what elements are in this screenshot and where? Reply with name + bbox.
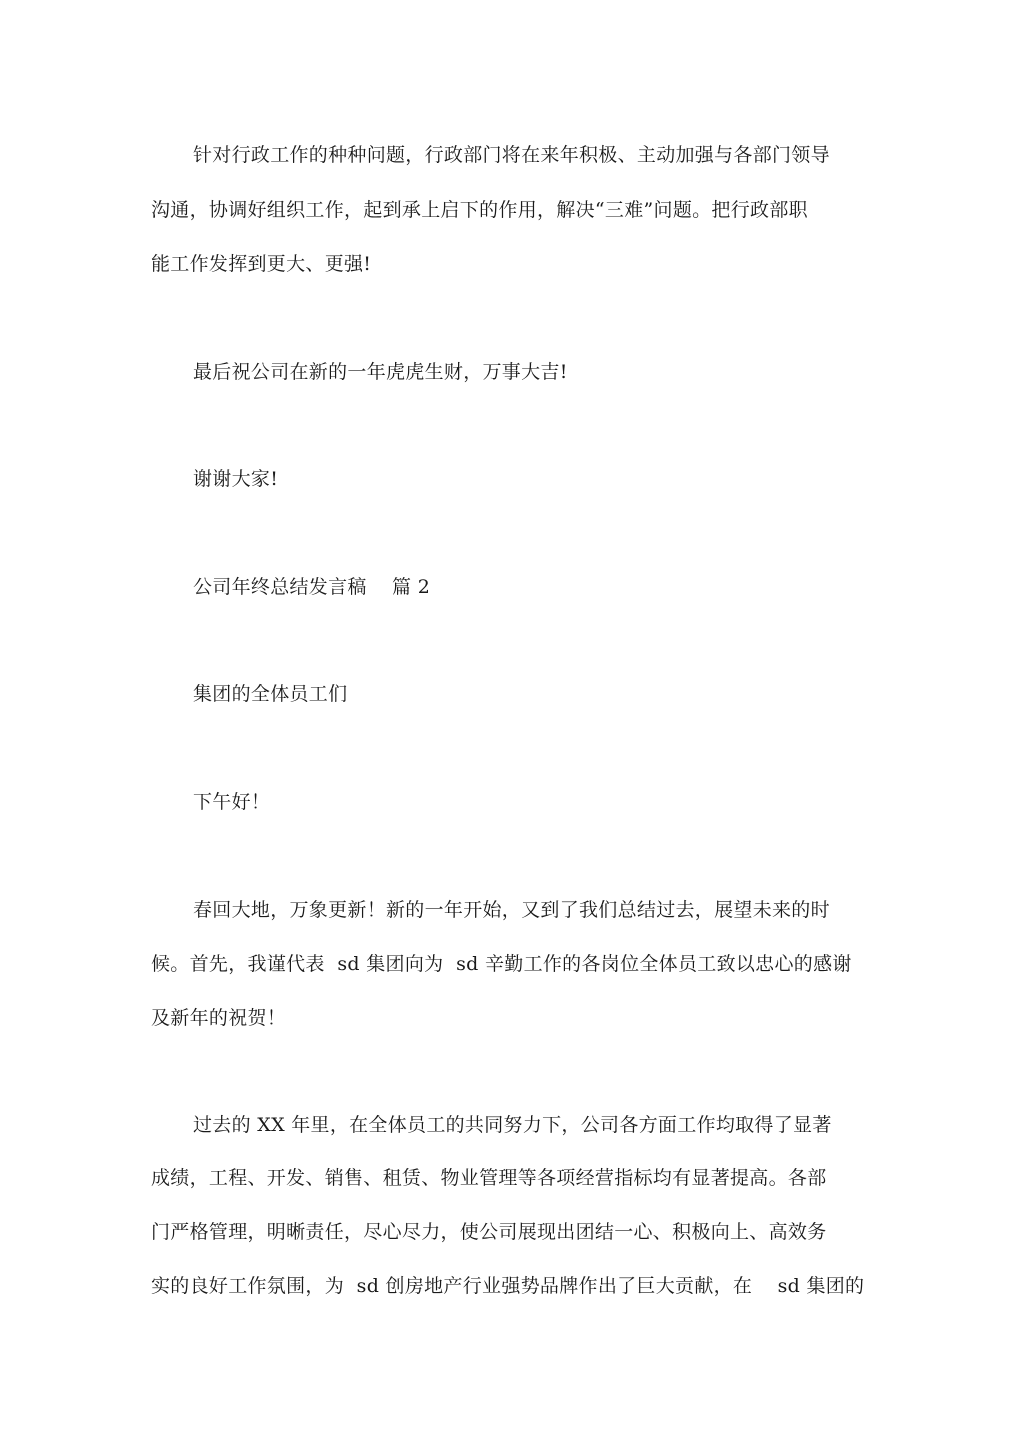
salutation: 集团的全体员工们 <box>193 683 348 705</box>
greeting: 下午好！ <box>193 791 271 813</box>
paragraph-3-line-1: 谢谢大家! <box>193 468 279 490</box>
section-heading: 公司年终总结发言稿 篇 2 <box>193 576 431 598</box>
paragraph-2-line-1: 最后祝公司在新的一年虎虎生财，万事大吉! <box>193 361 568 383</box>
paragraph-1-line-3: 能工作发挥到更大、更强! <box>151 253 372 275</box>
paragraph-7-line-1: 春回大地，万象更新！新的一年开始，又到了我们总结过去，展望未来的时 <box>193 899 830 921</box>
paragraph-7-line-3: 及新年的祝贺！ <box>151 1007 287 1029</box>
paragraph-8-line-4: 实的良好工作氛围，为 sd 创房地产行业强势品牌作出了巨大贡献，在 sd 集团的 <box>151 1275 865 1297</box>
paragraph-7-line-2: 候。首先，我谨代表 sd 集团向为 sd 辛勤工作的各岗位全体员工致以忠心的感谢 <box>151 953 852 975</box>
paragraph-1-line-2: 沟通，协调好组织工作，起到承上启下的作用，解决“三难”问题。把行政部职 <box>151 199 808 221</box>
paragraph-1-line-1: 针对行政工作的种种问题，行政部门将在来年积极、主动加强与各部门领导 <box>193 144 830 166</box>
paragraph-8-line-2: 成绩，工程、开发、销售、租赁、物业管理等各项经营指标均有显著提高。各部 <box>151 1167 827 1189</box>
paragraph-8-line-3: 门严格管理，明晰责任，尽心尽力，使公司展现出团结一心、积极向上、高效务 <box>151 1221 827 1243</box>
paragraph-8-line-1: 过去的 XX 年里，在全体员工的共同努力下，公司各方面工作均取得了显著 <box>193 1114 832 1136</box>
